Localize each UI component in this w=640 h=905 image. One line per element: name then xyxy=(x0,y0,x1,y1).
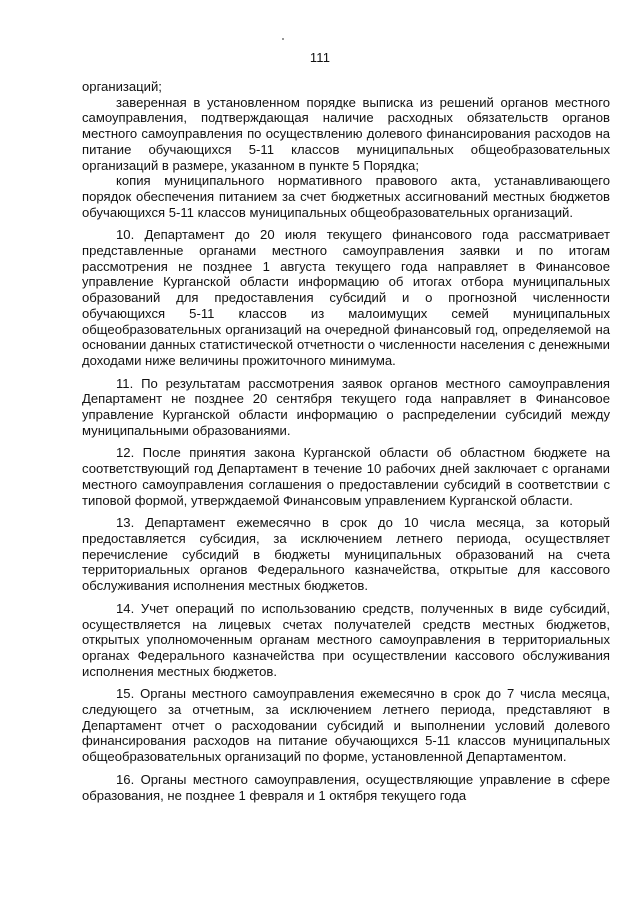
page-number: 111 xyxy=(309,50,331,65)
paragraph-item-14: 14. Учет операций по использованию средств, полученных в виде субсидий, осуществляется на лицевых счетах получателей средств местных бюджетов, открытых уполномоченным органам местного самоуправления в территориальных органах Федерального казначейства при осуществлении кассового обслуживания исполнения местных бюджетов. xyxy=(82,600,610,679)
paragraph-item-16: 16. Органы местного самоуправления, осуществляющие управление в сфере образования, не позднее 1 февраля и 1 октября текущего года xyxy=(82,771,610,803)
paragraph-item-15: 15. Органы местного самоуправления ежемесячно в срок до 7 числа месяца, следующего за отчетным, за исключением летнего периода, представляют в Департамент отчет о расходовании субсидий и выполнении условий долевого финансирования расходов на питание обучающихся 5-11 классов муниципальных общеобразовательных организаций по форме, установленной Департаментом. xyxy=(82,686,610,765)
paragraph-continuation: организаций; xyxy=(82,79,162,94)
paragraph-item-13: 13. Департамент ежемесячно в срок до 10 числа месяца, за который предоставляется субсидия, за исключением летнего периода, осуществляет перечисление субсидий в бюджеты муниципальных образований на счета территориальных органов Федерального казначейства, открытые для кассового обслуживания исполнения местных бюджетов. xyxy=(82,515,610,594)
paragraph-extract-decisions: заверенная в установленном порядке выписка из решений органов местного самоуправления, подтверждающая наличие расходных обязательств органов местного самоуправления по осуществлению долевого финансирования расходов на питание обучающихся 5-11 классов муниципальных общеобразовательных организаций в размере, указанном в пункте 5 Порядка; xyxy=(82,94,610,173)
paragraph-item-11: 11. По результатам рассмотрения заявок органов местного самоуправления Департамент не позднее 20 сентября текущего года направляет в Финансовое управление Курганской области информацию о распределении субсидий между муниципальными образованиями. xyxy=(82,375,610,438)
body-text xyxy=(82,79,610,803)
scan-speck xyxy=(282,38,284,40)
paragraph-item-10: 10. Департамент до 20 июля текущего финансового года рассматривает представленные органами местного самоуправления заявки и по итогам рассмотрения не позднее 1 августа текущего года направляет в Финансовое управление Курганской области информацию об итогах отбора муниципальных образований для предоставления субсидий и о прогнозной численности обучающихся 5-11 классов из малоимущих семей муниципальных общеобразовательных организаций на очередной финансовый год, определяемой на основании данных статистической отчетности о численности населения с денежными доходами ниже величины прожиточного минимума. xyxy=(82,227,610,368)
paragraph-copy-legal-act: копия муниципального нормативного правового акта, устанавливающего порядок обеспечения питанием за счет бюджетных ассигнований местных бюджетов обучающихся 5-11 классов муниципальных общеобразовательных организаций. xyxy=(82,173,610,220)
paragraph-item-12: 12. После принятия закона Курганской области об областном бюджете на соответствующий год Департамент в течение 10 рабочих дней заключает с органами местного самоуправления соглашения о предоставлении субсидий в соответствии с типовой формой, утверждаемой Финансовым управлением Курганской области. xyxy=(82,445,610,508)
